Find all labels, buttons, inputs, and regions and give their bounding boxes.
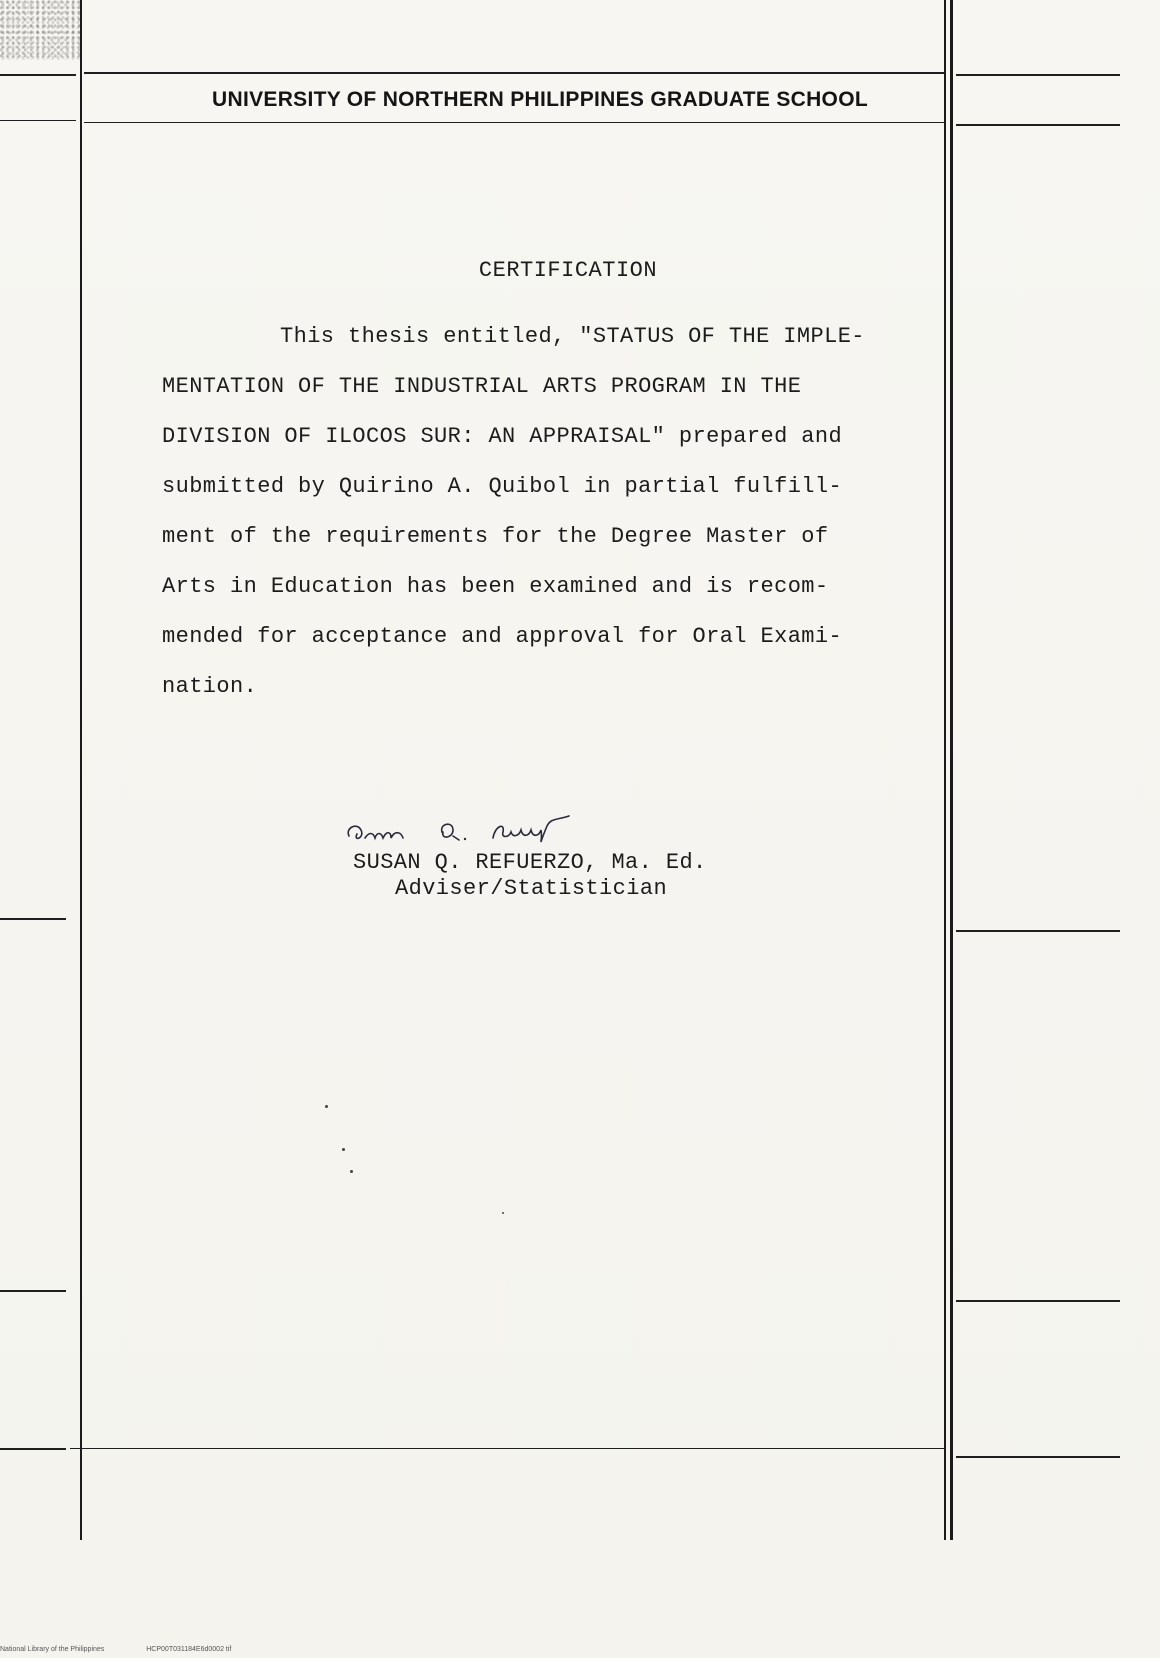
body-line: ment of the requirements for the Degree Master of [162, 524, 829, 549]
margin-tick [956, 1300, 1120, 1302]
dust-speck [342, 1148, 345, 1151]
footer-code: HCP00T031184E6d0002 tif [146, 1646, 232, 1653]
margin-tick [956, 124, 1120, 126]
margin-tick [0, 1290, 66, 1292]
body-line: mended for acceptance and approval for Oral Exami- [162, 624, 843, 649]
body-line: Arts in Education has been examined and is recom- [162, 574, 829, 599]
footer-rule [70, 1448, 944, 1449]
signatory-name: SUSAN Q. REFUERZO, Ma. Ed. [353, 850, 707, 875]
dust-speck [350, 1170, 353, 1173]
signatory-role: Adviser/Statistician [395, 876, 668, 901]
body-line: submitted by Quirino A. Quibol in partial fulfill- [162, 474, 843, 499]
header-rule-top [84, 72, 944, 74]
margin-tick [956, 1456, 1120, 1458]
margin-tick [0, 1448, 66, 1450]
margin-tick [0, 918, 66, 920]
margin-tick [0, 74, 76, 76]
scan-noise [0, 0, 80, 60]
handwritten-signature [343, 808, 643, 852]
body-line: This thesis entitled, "STATUS OF THE IMPLE- [280, 324, 865, 349]
header-rule-bottom [84, 122, 944, 123]
certification-body [162, 326, 952, 726]
body-line: DIVISION OF ILOCOS SUR: AN APPRAISAL" prepared and [162, 424, 843, 449]
dust-speck [325, 1105, 328, 1108]
document-title: CERTIFICATION [478, 258, 658, 283]
frame-line-left [80, 0, 82, 1540]
margin-tick [956, 930, 1120, 932]
frame-line-right-outer [950, 0, 953, 1540]
footer-library: National Library of the Philippines [0, 1646, 105, 1653]
dust-speck [502, 1212, 504, 1214]
margin-tick [956, 74, 1120, 76]
frame-line-right [944, 0, 946, 1540]
scan-footer [0, 1646, 271, 1653]
margin-tick [0, 120, 76, 121]
institution-header: UNIVERSITY OF NORTHERN PHILIPPINES GRADUATE SCHOOL [212, 88, 868, 111]
body-line: MENTATION OF THE INDUSTRIAL ARTS PROGRAM IN THE [162, 374, 802, 399]
body-line: nation. [162, 674, 258, 699]
